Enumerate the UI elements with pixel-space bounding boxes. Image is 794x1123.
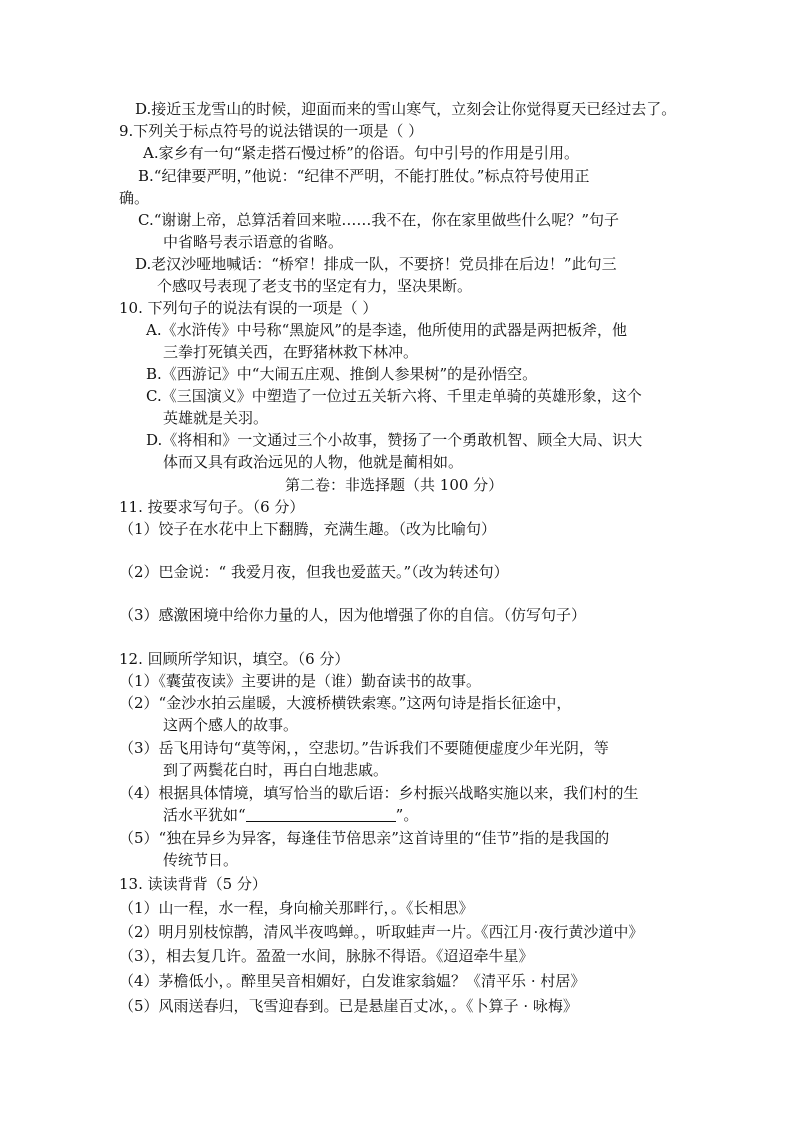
q9-option-b-line2: 确。 — [119, 189, 150, 207]
q11-item-1: （1）饺子在水花中上下翻腾，充满生趣。（改为比喻句） — [119, 520, 497, 538]
q12-item-2-line1: （2）“金沙水拍云崖暖，大渡桥横铁索寒。”这两句诗是指长征途中， — [119, 694, 572, 712]
q13-item-1: （1）山一程，水一程，身向榆关那畔行，。《长相思》 — [119, 899, 474, 917]
q13-item-2: （2）明月别枝惊鹊，清风半夜鸣蝉。，听取蛙声一片。《西江月·夜行黄沙道中》 — [119, 923, 644, 941]
q10-option-a-line2: 三拳打死镇关西，在野猪林救下林冲。 — [163, 343, 419, 361]
q12-item-5-line1: （5）“独在异乡为异客，每逢佳节倍思亲”这首诗里的“佳节”指的是我国的 — [119, 829, 610, 847]
q11-item-2: （2）巴金说：“ 我爱月夜，但我也爱蓝天。”（改为转述句） — [119, 563, 509, 581]
q9-option-c-line1: C.“谢谢上帝，总算活着回来啦……我不在，你在家里做些什么呢？”句子 — [138, 211, 620, 229]
q13-stem: 13. 读读背背（5 分） — [119, 875, 267, 893]
q12-item-5-line2: 传统节日。 — [163, 851, 239, 869]
q11-item-3: （3）感激困境中给你力量的人，因为他增强了你的自信。（仿写句子） — [119, 606, 587, 624]
q12-item-4-line1: （4）根据具体情境，填写恰当的歇后语：乡村振兴战略实施以来，我们村的生 — [119, 784, 639, 802]
q9-option-b-line1: B.“纪律要严明，”他说：“纪律不严明，不能打胜仗。”标点符号使用正 — [138, 167, 590, 185]
q9-option-c-line2: 中省略号表示语意的省略。 — [163, 233, 344, 251]
q9-option-a: A.家乡有一句“紧走搭石慢过桥”的俗语。句中引号的作用是引用。 — [143, 144, 579, 162]
q12-item-2-line2: 这两个感人的故事。 — [163, 716, 299, 734]
q10-option-a-line1: A.《水浒传》中号称“黑旋风”的是李逵，他所使用的武器是两把板斧，他 — [146, 321, 627, 339]
q8-option-d: D.接近玉龙雪山的时候，迎面而来的雪山寒气，立刻会让你觉得夏天已经过去了。 — [135, 100, 677, 118]
q12-item-3-line2: 到了两鬓花白时，再白白地悲戚。 — [163, 761, 389, 779]
q10-option-d-line2: 体而又具有政治远见的人物，他就是蔺相如。 — [163, 453, 464, 471]
q10-option-c-line2: 英雄就是关羽。 — [163, 409, 269, 427]
q12-item-3-line1: （3）岳飞用诗句“莫等闲，，空悲切。”告诉我们不要随便虚度少年光阴，等 — [119, 739, 609, 757]
q9-option-d-line1: D.老汉沙哑地喊话：“桥窄！排成一队，不要挤！党员排在后边！”此句三 — [135, 255, 617, 273]
q13-item-4: （4）茅檐低小，。醉里吴音相媚好，白发谁家翁媪？《清平乐 · 村居》 — [119, 972, 586, 990]
q12-item-4-prefix: 活水平犹如“ — [163, 806, 246, 824]
q10-stem: 10. 下列句子的说法有误的一项是（ ） — [119, 299, 378, 317]
q10-option-b: B.《西游记》中“大闹五庄观、推倒人参果树”的是孙悟空。 — [146, 365, 538, 383]
q9-option-d-line2: 个感叹号表现了老支书的坚定有力，坚决果断。 — [157, 277, 473, 295]
q13-item-3: （3），相去复几许。盈盈一水间，脉脉不得语。《迢迢牵牛星》 — [119, 947, 534, 965]
q12-stem: 12. 回顾所学知识，填空。（6 分） — [119, 650, 350, 668]
q9-stem: 9.下列关于标点符号的说法错误的一项是（ ） — [119, 122, 424, 140]
q11-stem: 11. 按要求写句子。（6 分） — [119, 498, 305, 516]
q12-item-4-suffix: ”。 — [395, 806, 419, 824]
section-two-title: 第二卷：非选择题（共 100 分） — [285, 476, 504, 494]
answer-blank[interactable] — [246, 807, 396, 822]
q10-option-c-line1: C.《三国演义》中塑造了一位过五关斩六将、千里走单骑的英雄形象，这个 — [146, 387, 642, 405]
q10-option-d-line1: D.《将相和》一文通过三个小故事，赞扬了一个勇敢机智、顾全大局、识大 — [146, 431, 643, 449]
q12-item-4-line2 — [163, 805, 418, 825]
q13-item-5: （5）风雨送春归，飞雪迎春到。已是悬崖百丈冰，。《卜算子 · 咏梅》 — [119, 997, 578, 1015]
q12-item-1: （1）《囊萤夜读》主要讲的是（谁）勤奋读书的故事。 — [119, 672, 482, 690]
